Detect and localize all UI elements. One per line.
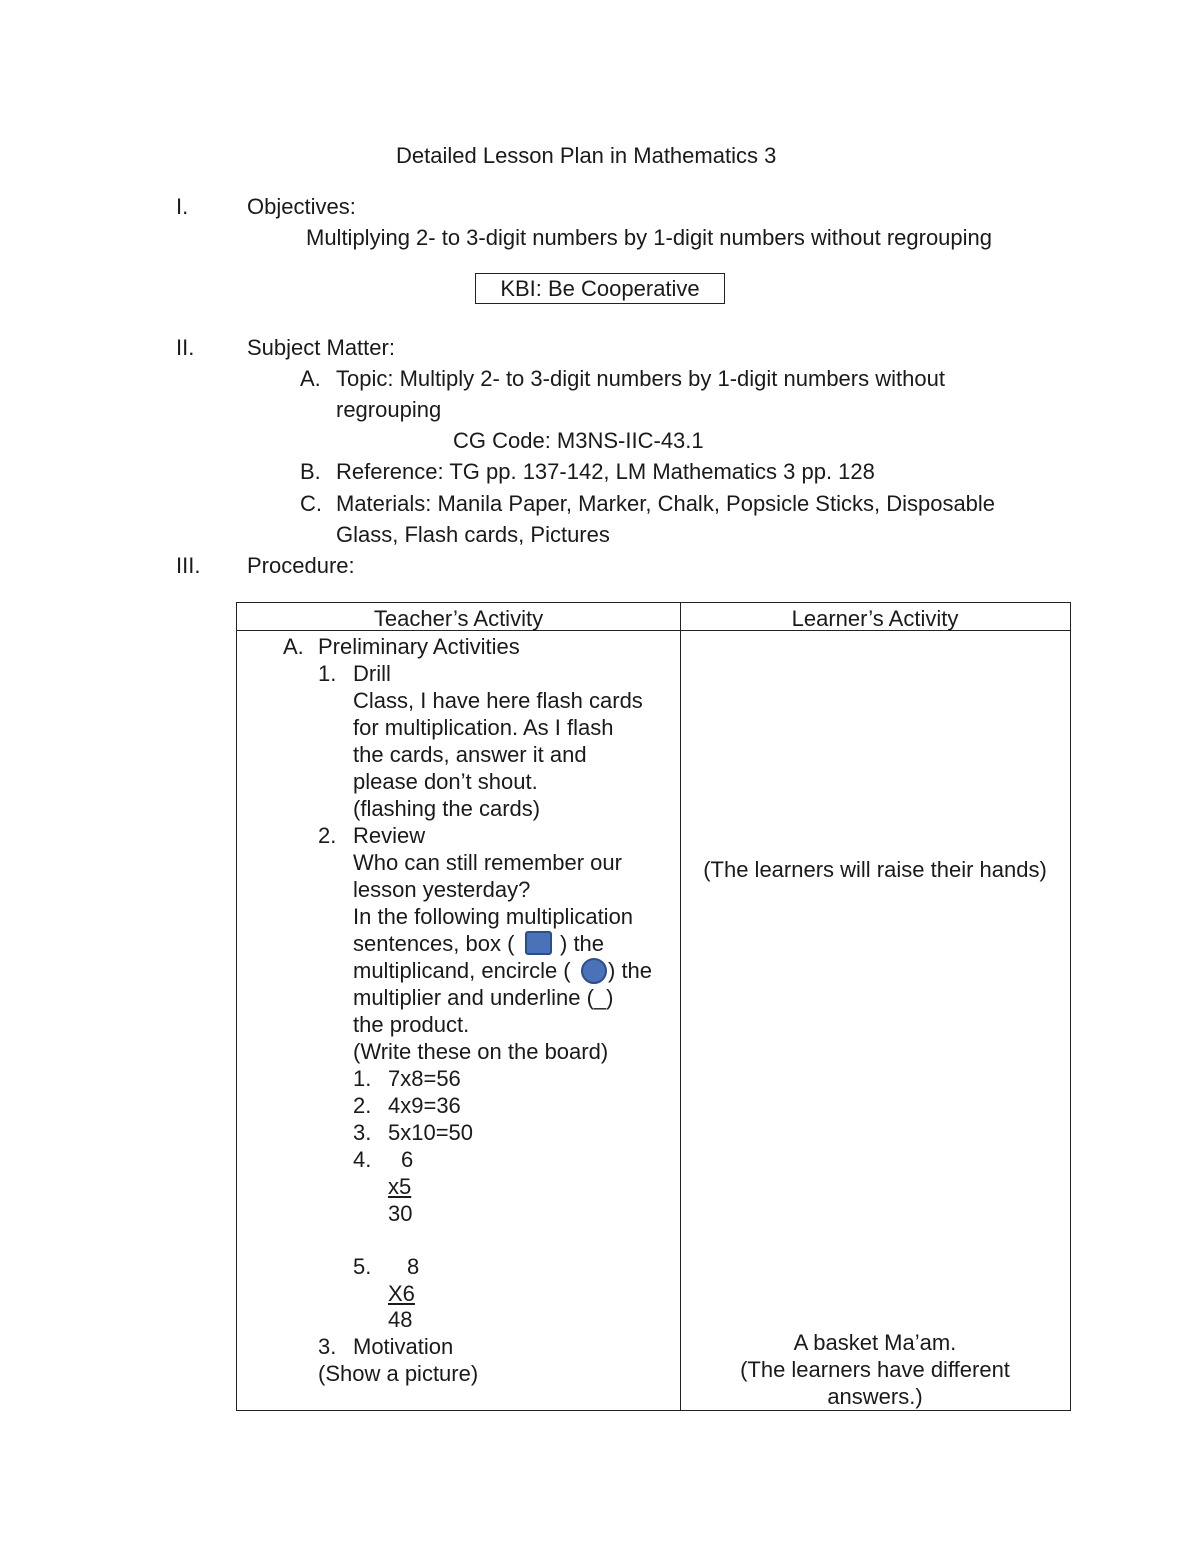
- page-title: Detailed Lesson Plan in Mathematics 3: [396, 143, 777, 168]
- topic-line-2: regrouping: [336, 397, 442, 422]
- item-equation: 7x8=56: [388, 1066, 461, 1091]
- item4-product: 30: [388, 1201, 413, 1226]
- show-picture: (Show a picture): [318, 1361, 479, 1386]
- learner-raise-hands: (The learners will raise their hands): [703, 857, 1047, 882]
- learner-basket: A basket Ma’am.: [793, 1330, 957, 1355]
- underline-instruction: multiplier and underline (_): [353, 985, 614, 1010]
- item-number: 1.: [353, 1066, 372, 1091]
- circle-shape-icon: [581, 958, 607, 984]
- item-equation: 5x10=50: [388, 1120, 474, 1145]
- square-shape-icon: [525, 931, 552, 955]
- column-divider: [680, 603, 681, 1410]
- cg-code: CG Code: M3NS-IIC-43.1: [453, 428, 704, 453]
- box-instruction: sentences, box (: [353, 931, 515, 956]
- section-numeral-subject-matter: II.: [176, 335, 195, 360]
- objectives-heading: Objectives:: [247, 194, 356, 219]
- section-numeral-objectives: I.: [176, 194, 189, 219]
- header-learner-activity: Learner’s Activity: [791, 606, 959, 631]
- materials-letter: C.: [300, 491, 322, 516]
- item5-top: 8: [407, 1254, 420, 1279]
- header-teacher-activity: Teacher’s Activity: [373, 606, 544, 631]
- product-instruction: the product.: [353, 1012, 470, 1037]
- prelim-heading: Preliminary Activities: [318, 634, 520, 659]
- item4-multiplier: x5: [388, 1174, 412, 1199]
- item-equation: 4x9=36: [388, 1093, 461, 1118]
- reference-letter: B.: [300, 459, 321, 484]
- drill-line: Class, I have here flash cards: [353, 688, 643, 713]
- review-line: In the following multiplication: [353, 904, 634, 929]
- item5-product: 48: [388, 1307, 413, 1332]
- box-instruction-tail: ) the: [560, 931, 605, 956]
- item-number: 2.: [353, 1093, 372, 1118]
- subject-matter-heading: Subject Matter:: [247, 335, 395, 360]
- review-number: 2.: [318, 823, 337, 848]
- item4-top: 6: [401, 1147, 414, 1172]
- drill-number: 1.: [318, 661, 337, 686]
- topic-line-1: Topic: Multiply 2- to 3-digit numbers by 1-digit numbers without: [336, 366, 945, 391]
- write-instruction: (Write these on the board): [353, 1039, 609, 1064]
- learner-different-1: (The learners have different: [740, 1357, 1010, 1382]
- item5-multiplier: X6: [388, 1281, 415, 1306]
- circle-instruction-tail: ) the: [608, 958, 653, 983]
- learner-different-2: answers.): [827, 1384, 923, 1409]
- procedure-table: [236, 602, 1071, 1411]
- circle-instruction: multiplicand, encircle (: [353, 958, 571, 983]
- reference-text: Reference: TG pp. 137-142, LM Mathematics 3 pp. 128: [336, 459, 875, 484]
- motivation-heading: Motivation: [353, 1334, 454, 1359]
- drill-heading: Drill: [353, 661, 391, 686]
- objectives-text: Multiplying 2- to 3-digit numbers by 1-digit numbers without regrouping: [306, 225, 993, 250]
- drill-line: for multiplication. As I flash: [353, 715, 614, 740]
- motivation-number: 3.: [318, 1334, 337, 1359]
- prelim-letter: A.: [283, 634, 304, 659]
- procedure-heading: Procedure:: [247, 553, 355, 578]
- drill-line: the cards, answer it and: [353, 742, 587, 767]
- item-number: 3.: [353, 1120, 372, 1145]
- kbi-box: KBI: Be Cooperative: [475, 273, 725, 304]
- drill-line: please don’t shout.: [353, 769, 538, 794]
- topic-letter: A.: [300, 366, 321, 391]
- drill-line: (flashing the cards): [353, 796, 541, 821]
- materials-line-1: Materials: Manila Paper, Marker, Chalk, Popsicle Sticks, Disposable: [336, 491, 996, 516]
- review-line: Who can still remember our: [353, 850, 622, 875]
- item-number: 4.: [353, 1147, 372, 1172]
- section-numeral-procedure: III.: [176, 553, 201, 578]
- materials-line-2: Glass, Flash cards, Pictures: [336, 522, 610, 547]
- review-heading: Review: [353, 823, 426, 848]
- review-line: lesson yesterday?: [353, 877, 531, 902]
- item-number: 5.: [353, 1254, 372, 1279]
